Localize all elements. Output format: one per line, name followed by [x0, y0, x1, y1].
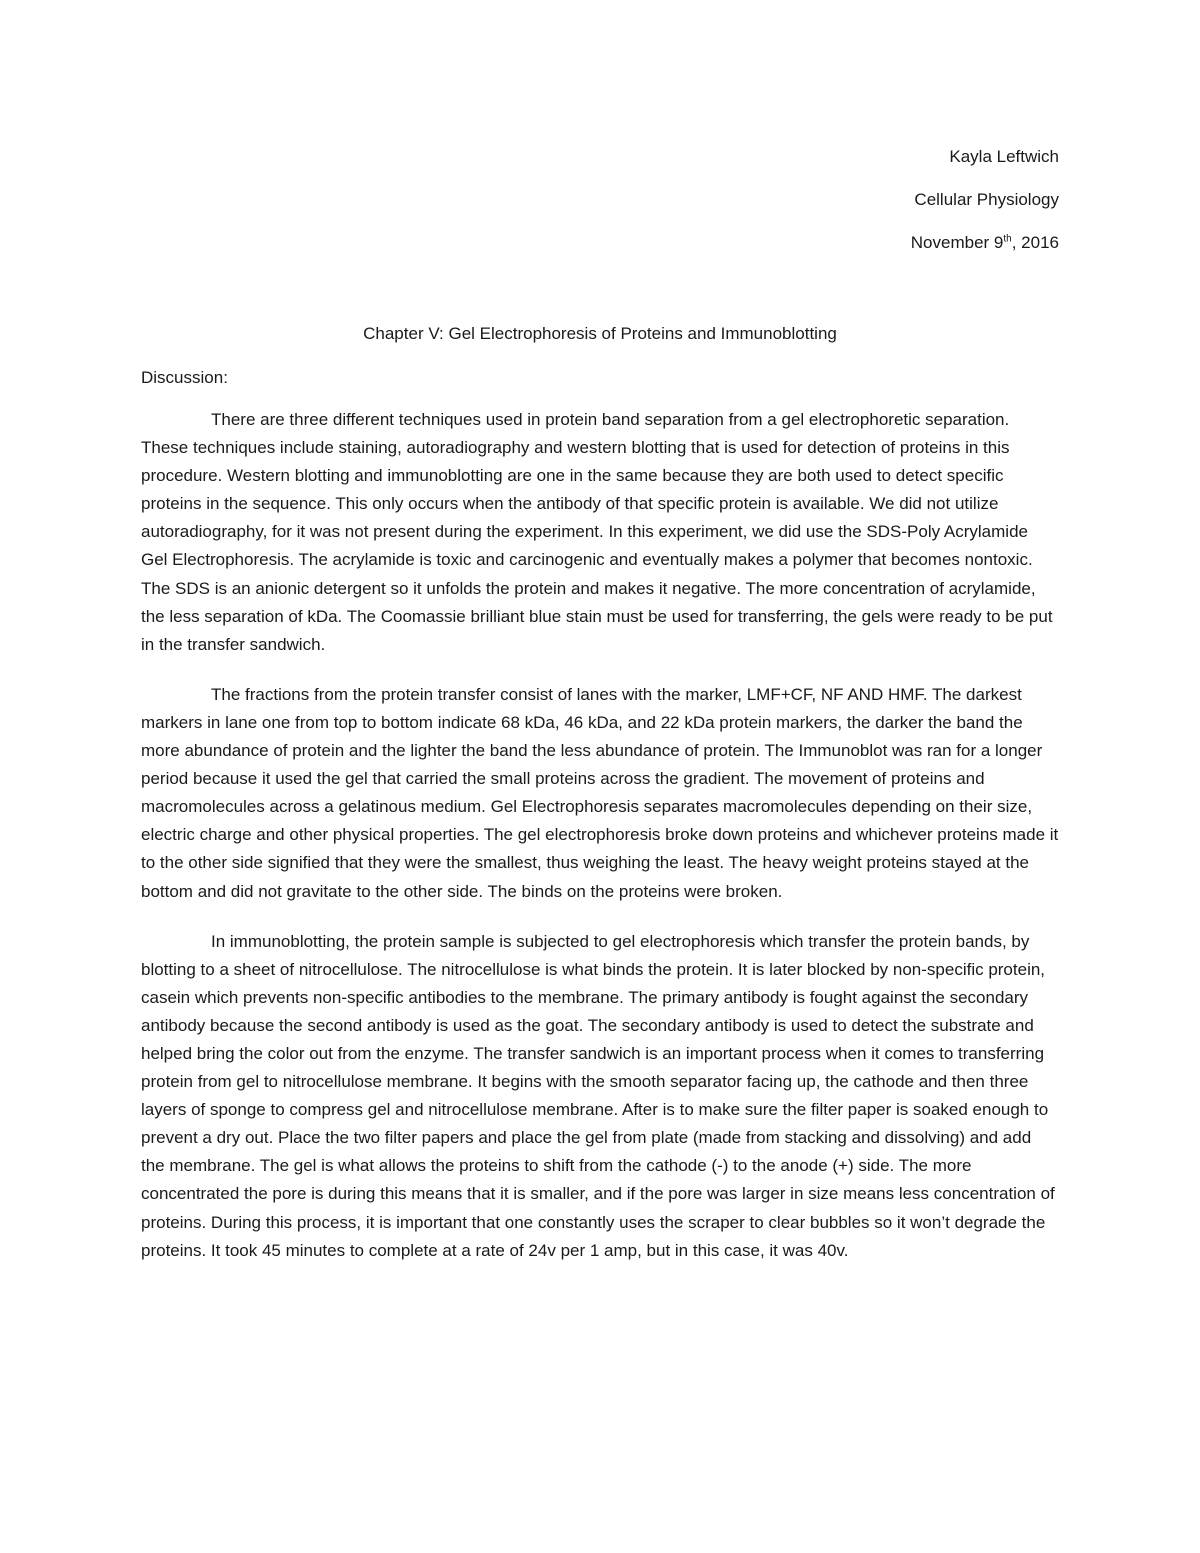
- author-name: Kayla Leftwich: [949, 147, 1059, 166]
- section-heading: Discussion:: [141, 368, 228, 387]
- paragraph: There are three different techniques used in protein band separation from a gel electrophoretic separation. These techniques include staining, autoradiography and western blotting that is used for detection of proteins in this procedure. Western blotting and immunoblotting are one in the same because they are both used to detect specific proteins in the sequence. This only occurs when the antibody of that specific protein is available. We did not utilize autoradiography, for it was not present during the experiment. In this experiment, we did use the SDS-Poly Acrylamide Gel Electrophoresis. The acrylamide is toxic and carcinogenic and eventually makes a polymer that becomes nontoxic. The SDS is an anionic detergent so it unfolds the protein and makes it negative. The more concentration of acrylamide, the less separation of kDa. The Coomassie brilliant blue stain must be used for transferring, the gels were ready to be put in the transfer sandwich.: [141, 410, 1053, 654]
- paragraph: The fractions from the protein transfer consist of lanes with the marker, LMF+CF, NF AND HMF. The darkest markers in lane one from top to bottom indicate 68 kDa, 46 kDa, and 22 kDa protein markers, the darker the band the more abundance of protein and the lighter the band the less abundance of protein. The Immunoblot was ran for a longer period because it used the gel that carried the small proteins across the gradient. The movement of proteins and macromolecules across a gelatinous medium. Gel Electrophoresis separates macromolecules depending on their size, electric charge and other physical properties. The gel electrophoresis broke down proteins and whichever proteins made it to the other side signified that they were the smallest, thus weighing the least. The heavy weight proteins stayed at the bottom and did not gravitate to the other side. The binds on the proteins were broken.: [141, 684, 1059, 901]
- date-ordinal-suffix: th: [1003, 233, 1012, 245]
- body-text: [141, 406, 1059, 1287]
- document-date: [911, 229, 1059, 257]
- date-year: , 2016: [1011, 233, 1059, 252]
- paragraph: In immunoblotting, the protein sample is subjected to gel electrophoresis which transfer the protein bands, by blotting to a sheet of nitrocellulose. The nitrocellulose is what binds the protein. It is later blocked by non-specific protein, casein which prevents non-specific antibodies to the membrane. The primary antibody is fought against the secondary antibody because the second antibody is used as the goat. The secondary antibody is used to detect the substrate and helped bring the color out from the enzyme. The transfer sandwich is an important process when it comes to transferring protein from gel to nitrocellulose membrane. It begins with the smooth separator facing up, the cathode and then three layers of sponge to compress gel and nitrocellulose membrane. After is to make sure the filter paper is soaked enough to prevent a dry out. Place the two filter papers and place the gel from plate (made from stacking and dissolving) and add the membrane. The gel is what allows the proteins to shift from the cathode (-) to the anode (+) side. The more concentrated the pore is during this means that it is smaller, and if the pore was larger in size means less concentration of proteins. During this process, it is important that one constantly uses the scraper to clear bubbles so it won’t degrade the proteins. It took 45 minutes to complete at a rate of 24v per 1 amp, but in this case, it was 40v.: [141, 931, 1055, 1260]
- course-name: Cellular Physiology: [914, 190, 1059, 209]
- date-month-day: November 9: [910, 233, 1004, 252]
- document-header: [911, 143, 1059, 272]
- document-title: Chapter V: Gel Electrophoresis of Proteins and Immunoblotting: [363, 324, 837, 343]
